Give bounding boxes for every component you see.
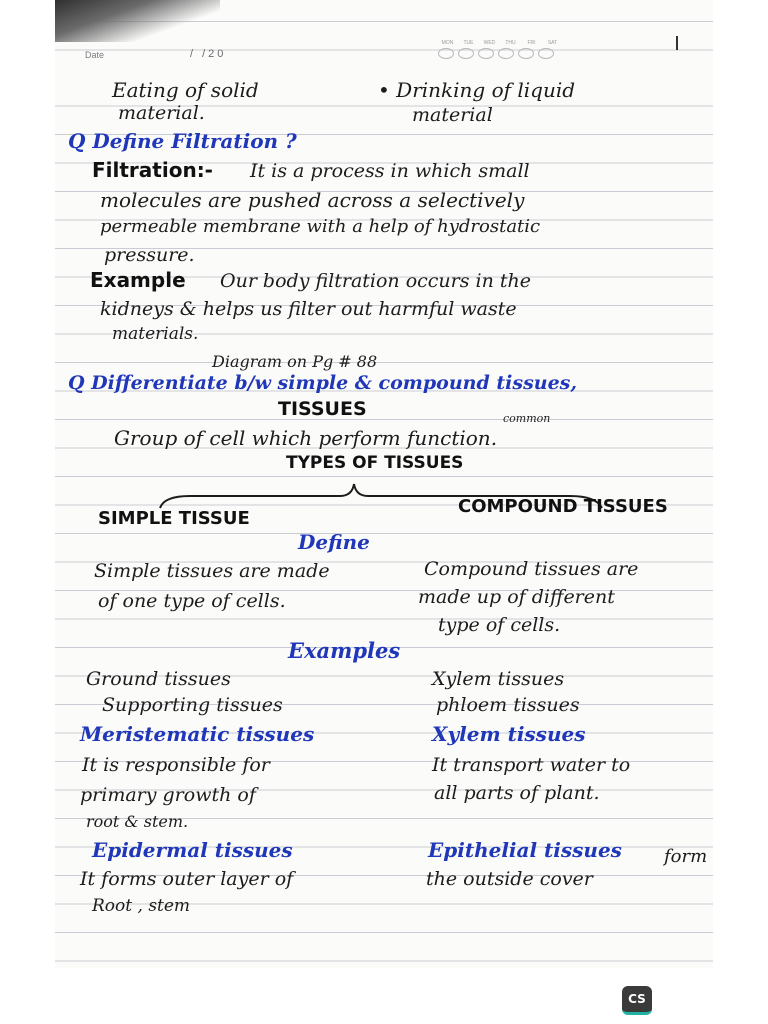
note-line: Ground tissues bbox=[86, 668, 231, 690]
note-line: It is a process in which small bbox=[250, 160, 530, 182]
note-line: It transport water to bbox=[432, 754, 631, 776]
note-line: materials. bbox=[112, 324, 199, 344]
note-line: Root , stem bbox=[92, 896, 191, 916]
note-line: It is responsible for bbox=[82, 754, 270, 776]
note-line: pressure. bbox=[104, 244, 195, 266]
section-heading: Examples bbox=[288, 638, 401, 663]
note-line: form bbox=[664, 846, 708, 867]
note-line: all parts of plant. bbox=[434, 782, 600, 804]
day-label: FRI bbox=[527, 40, 536, 46]
note-line: molecules are pushed across a selectively bbox=[100, 188, 525, 212]
date-value: / /20 bbox=[190, 48, 227, 60]
days-row bbox=[440, 40, 560, 46]
note-line: Simple tissues are made bbox=[94, 560, 330, 582]
page-shadow bbox=[55, 0, 220, 42]
subheading: Epithelial tissues bbox=[428, 838, 622, 862]
day-label: MON bbox=[441, 40, 454, 46]
section-heading: Define bbox=[298, 530, 370, 554]
question-heading: Q Define Filtration ? bbox=[68, 129, 297, 153]
note-line: Compound tissues are bbox=[424, 558, 639, 580]
note-line: kidneys & helps us filter out harmful waste bbox=[100, 298, 517, 320]
pen-mark bbox=[676, 36, 678, 50]
note-line: Xylem tissues bbox=[432, 668, 565, 690]
column-heading-compound: COMPOUND TISSUES bbox=[458, 496, 668, 517]
day-label: WED bbox=[483, 40, 496, 46]
term-heading: Example bbox=[90, 268, 186, 292]
note-line: Diagram on Pg # 88 bbox=[212, 352, 378, 371]
note-line: material bbox=[412, 104, 493, 126]
question-heading: Q Differentiate b/w simple & compound tissues, bbox=[68, 372, 577, 394]
note-line: primary growth of bbox=[80, 784, 256, 806]
note-line: material. bbox=[118, 102, 205, 124]
note-line: common bbox=[503, 412, 551, 425]
note-line: root & stem. bbox=[86, 812, 189, 831]
subheading: Xylem tissues bbox=[432, 722, 586, 746]
subheading: Meristematic tissues bbox=[80, 722, 315, 746]
note-line: Supporting tissues bbox=[102, 694, 283, 716]
note-line: made up of different bbox=[418, 586, 615, 608]
note-line: phloem tissues bbox=[436, 694, 580, 716]
note-line: • Drinking of liquid bbox=[378, 78, 576, 102]
day-circles bbox=[438, 48, 554, 59]
column-heading-simple: SIMPLE TISSUE bbox=[98, 508, 250, 529]
day-label: THU bbox=[505, 40, 516, 46]
term-heading: Filtration:- bbox=[92, 158, 213, 182]
note-line: the outside cover bbox=[426, 868, 593, 890]
note-line: of one type of cells. bbox=[98, 590, 286, 612]
day-label: SAT bbox=[547, 40, 558, 46]
note-line: Eating of solid bbox=[112, 78, 259, 102]
note-line: type of cells. bbox=[438, 614, 561, 636]
day-label: TUE bbox=[463, 40, 474, 46]
camscanner-logo: CS bbox=[622, 986, 652, 1015]
date-label: Date bbox=[85, 50, 105, 60]
note-line: Our body filtration occurs in the bbox=[220, 270, 531, 292]
note-line: Group of cell which perform function. bbox=[114, 426, 498, 450]
note-line: It forms outer layer of bbox=[80, 868, 294, 890]
subheading: Epidermal tissues bbox=[92, 838, 293, 862]
section-heading: TISSUES bbox=[278, 398, 367, 420]
section-heading: TYPES OF TISSUES bbox=[286, 453, 464, 473]
note-line: permeable membrane with a help of hydrostatic bbox=[100, 216, 541, 237]
